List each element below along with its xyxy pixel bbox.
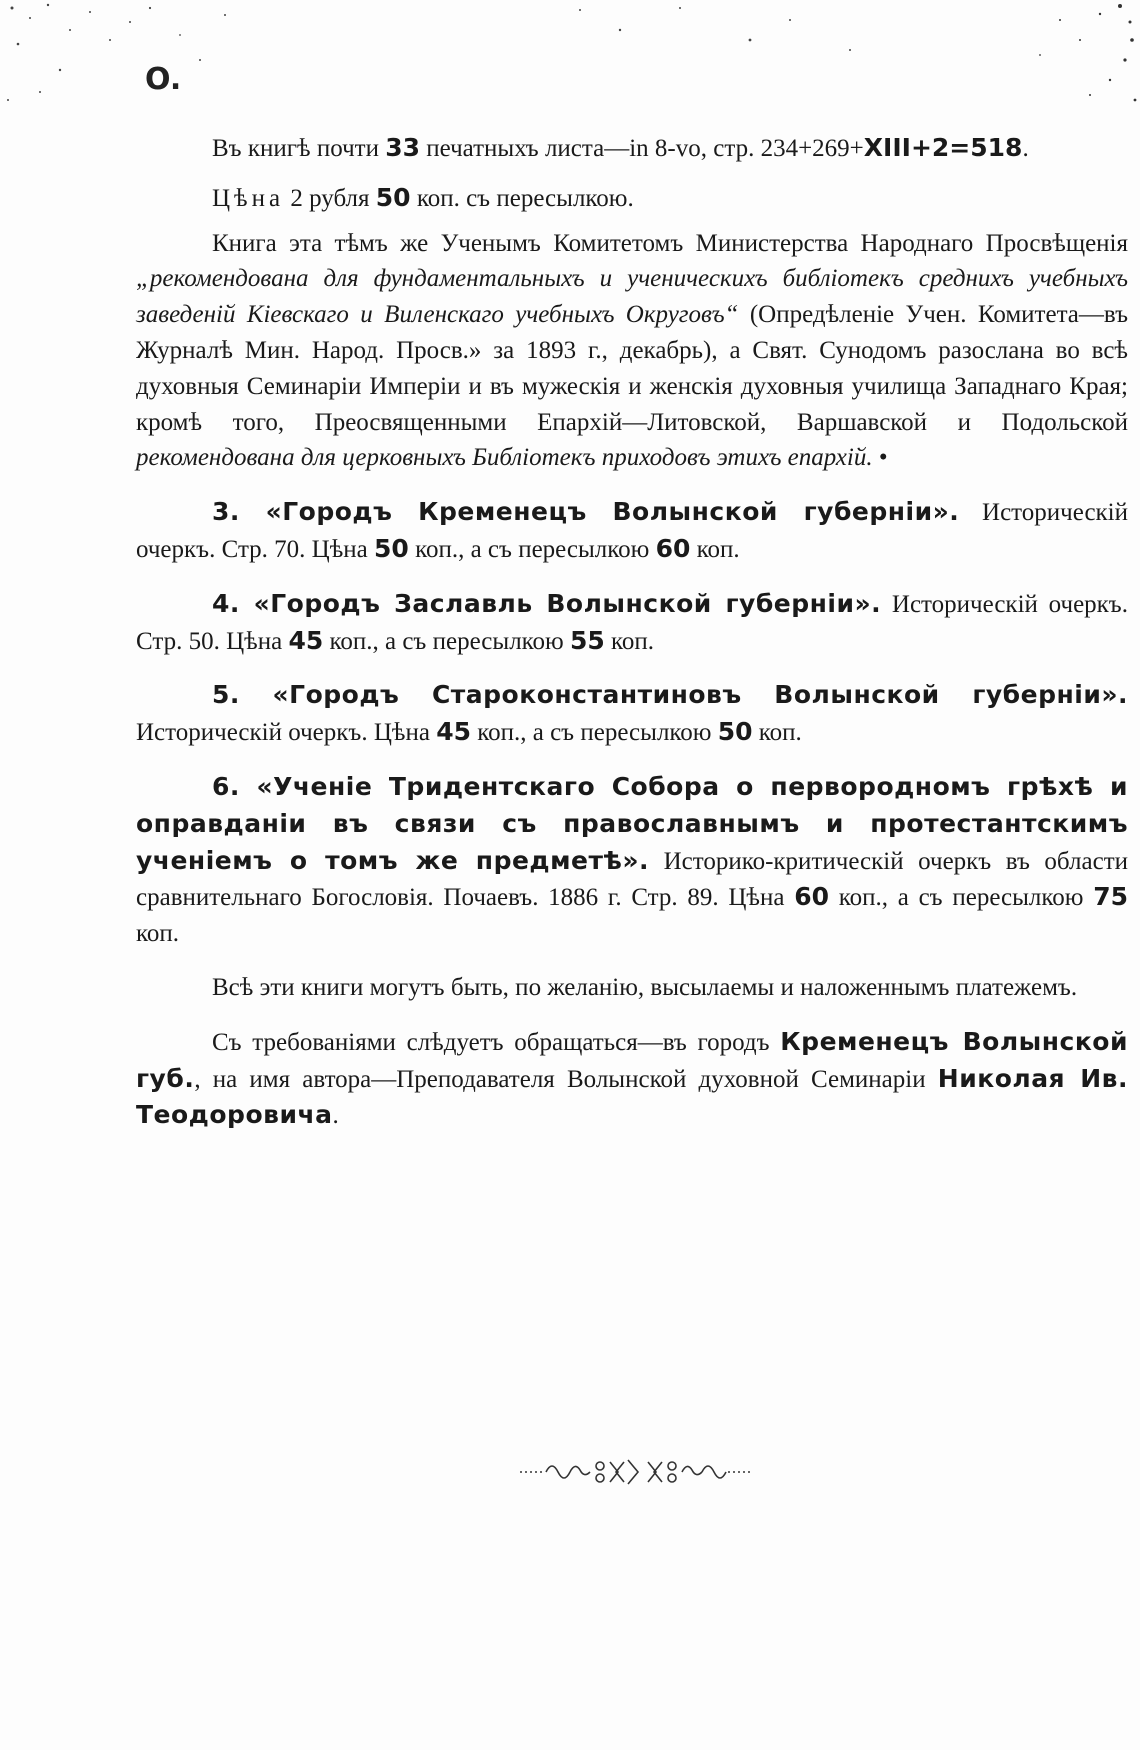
corner-mark: O. bbox=[145, 62, 182, 97]
ornament-divider bbox=[520, 1452, 750, 1492]
orders-end: . bbox=[332, 1102, 339, 1130]
stray-dot: • bbox=[872, 444, 888, 472]
book-desc-2: коп., а съ пересылкою bbox=[323, 627, 570, 655]
book-price: 45 bbox=[436, 717, 471, 747]
orders-text: Съ требованіями слѣдуетъ обращаться—въ городъ bbox=[212, 1028, 781, 1056]
book-price-postage: 50 bbox=[717, 717, 753, 747]
orders-author: Николая Ив. Теодоровича bbox=[136, 1063, 1128, 1130]
price-word: Цѣна bbox=[212, 184, 285, 212]
book-desc: Историческій очеркъ. Стр. 70. Цѣна bbox=[136, 499, 1129, 563]
book-title: 5. «Городъ Староконстантиновъ Волынской губерніи». bbox=[212, 680, 1128, 710]
book-desc: Историческій очеркъ. Стр. 50. Цѣна bbox=[136, 590, 1128, 655]
recommendation-text-2: (Опредѣленіе Учен. Комитета—въ Журналѣ Мин. Народ. Просв.» за 1893 г., декабрь), а Свят. Сунодомъ разослана во всѣ духовныя Семинаріи Имперіи и въ мужескія и женскія духовныя училища Западнаго Края; кромѣ того, Преосвященными Епархій—Литовской, Варшавской и Подольской bbox=[136, 301, 1129, 436]
sheet-count: 33 bbox=[385, 133, 420, 162]
main-text bbox=[136, 130, 1128, 1152]
book-title: 4. «Городъ Заславль Волынской губерніи». bbox=[212, 588, 882, 618]
book-price-postage: 60 bbox=[655, 533, 691, 563]
price-paragraph bbox=[136, 180, 1128, 217]
book-desc: Историко-критическій очеркъ въ области сравнительнаго Богословія. Почаевъ. 1886 г. Стр. 89. Цѣна bbox=[136, 847, 1128, 912]
recommendation-paragraph bbox=[136, 226, 1128, 477]
cod-note-paragraph: Всѣ эти книги могутъ быть, по желанію, высылаемы и наложеннымъ платежемъ. bbox=[212, 973, 1078, 1001]
page-count-end: . bbox=[1022, 135, 1029, 162]
book-desc-3: коп. bbox=[752, 719, 802, 747]
price-text: 2 рубля bbox=[284, 184, 376, 212]
page-count-text: Въ книгѣ почти bbox=[212, 135, 386, 162]
orders-paragraph bbox=[136, 1024, 1128, 1134]
scan-noise-top bbox=[560, 0, 880, 70]
book-item-3 bbox=[136, 494, 1128, 568]
page-total: XIII+2=518 bbox=[863, 133, 1023, 162]
orders-city: Кременецъ Волынской губ. bbox=[136, 1026, 1128, 1093]
book-desc-3: коп. bbox=[136, 920, 180, 948]
book-desc-2: коп., а съ пересылкою bbox=[470, 719, 718, 747]
book-desc-2: коп., а съ пересылкою bbox=[408, 535, 656, 563]
orders-text-2: , на имя автора—Преподавателя Волынской духовной Семинаріи bbox=[194, 1065, 938, 1093]
book-title: 6. «Ученіе Тридентскаго Собора о первородномъ грѣхѣ и оправданіи въ связи съ православнымъ и протестантскимъ ученіемъ о томъ же предметѣ». bbox=[136, 771, 1128, 875]
book-price-postage: 75 bbox=[1093, 882, 1128, 912]
book-desc-3: коп. bbox=[690, 535, 740, 563]
recommendation-text: Книга эта тѣмъ же Ученымъ Комитетомъ Министерства Народнаго Просвѣщенія bbox=[212, 229, 1128, 257]
recommendation-parishes: рекомендована для церковныхъ Библіотекъ приходовъ этихъ епархій. bbox=[136, 444, 873, 472]
book-price: 50 bbox=[374, 533, 409, 563]
book-item-5 bbox=[136, 677, 1128, 751]
book-desc-3: коп. bbox=[604, 627, 655, 655]
book-price: 45 bbox=[288, 625, 324, 655]
scan-noise-right bbox=[980, 0, 1140, 120]
page-count-text-2: печатныхъ листа—in 8-vo, стр. 234+269+ bbox=[420, 135, 864, 162]
book-desc-2: коп., а съ пересылкою bbox=[829, 884, 1094, 912]
book-desc: Историческій очеркъ. Цѣна bbox=[136, 719, 437, 747]
book-title: 3. «Городъ Кременецъ Волынской губерніи». bbox=[212, 497, 960, 527]
page-count-paragraph bbox=[136, 130, 1128, 167]
price-text-2: коп. съ пересылкою. bbox=[410, 184, 634, 212]
price-kopecks: 50 bbox=[375, 182, 411, 212]
book-price: 60 bbox=[794, 882, 830, 912]
book-price-postage: 55 bbox=[569, 625, 605, 655]
scan-noise-left bbox=[0, 0, 260, 120]
book-item-4 bbox=[136, 586, 1128, 660]
recommendation-quote: „рекомендована для фундаментальныхъ и ученическихъ библіотекъ среднихъ учебныхъ заведеній Кіевскаго и Виленскаго учебныхъ Округовъ“ bbox=[136, 265, 1128, 329]
book-item-6 bbox=[136, 769, 1128, 952]
